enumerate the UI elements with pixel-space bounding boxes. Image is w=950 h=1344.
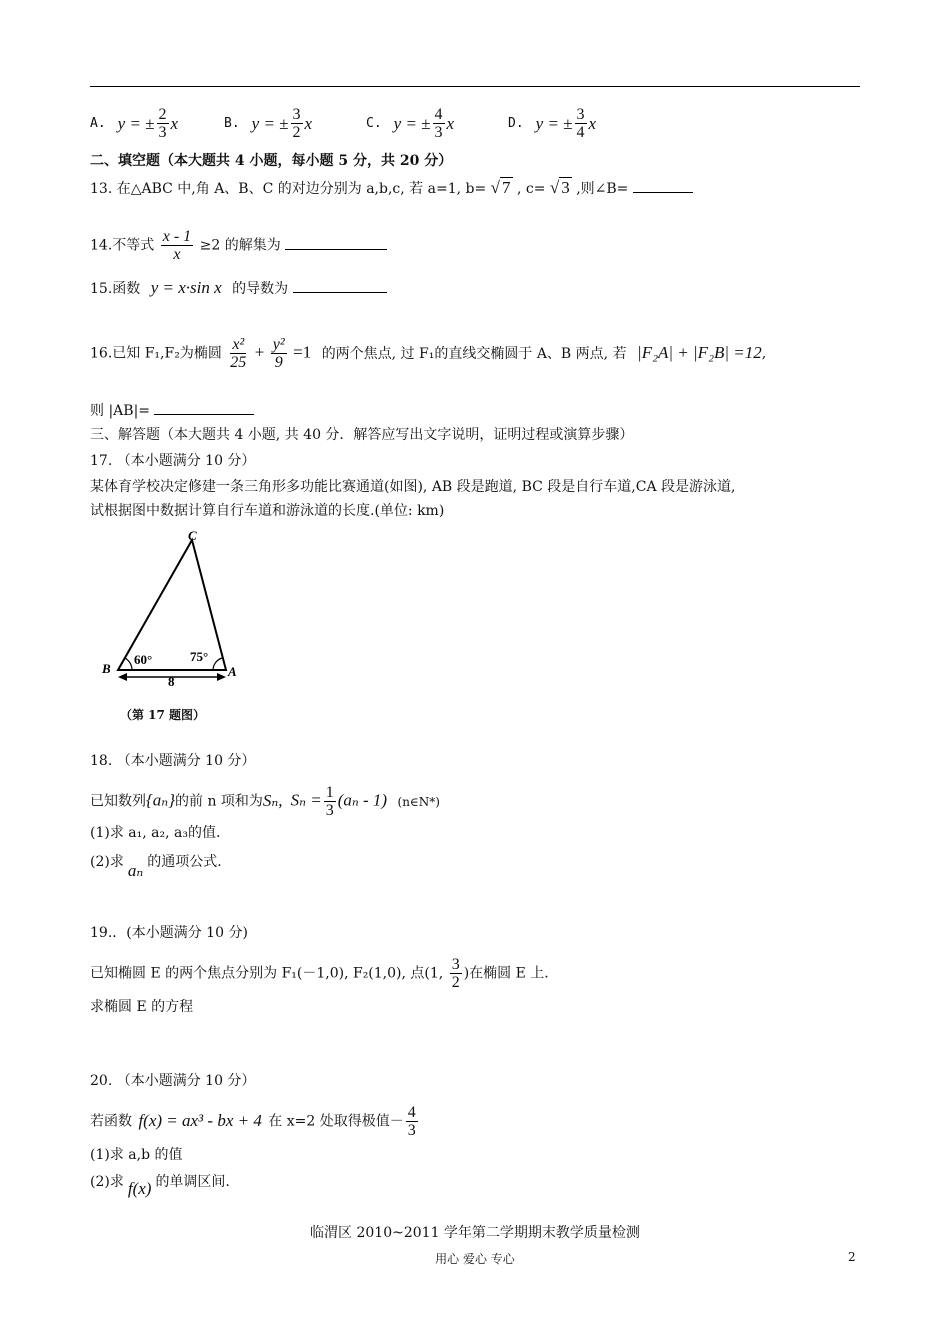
- q16-comma: ,: [761, 345, 767, 362]
- q20-part1: (1)求 a,b 的值: [90, 1147, 183, 1163]
- q17-line1: 某体育学校决定修建一条三角形多功能比赛通道(如图), AB 段是跑道, BC 段是自行车道,CA 段是游泳道,: [90, 479, 736, 495]
- footer-title: 临渭区 2010~2011 学年第二学期期末教学质量检测: [310, 1225, 640, 1241]
- q20-expr: f(x) = ax³ - bx + 4: [138, 1110, 262, 1130]
- option-var: x: [170, 113, 179, 133]
- angle-a-label: 75°: [190, 649, 209, 664]
- frac-num: 3: [292, 106, 301, 123]
- option-c: [366, 106, 454, 141]
- option-a: [90, 106, 178, 141]
- sqrt-c: √ 3: [549, 178, 570, 197]
- frac-den: 3: [158, 124, 167, 141]
- q16-fraction-y: [271, 336, 287, 371]
- q18-formula-lhs: Sₙ =: [290, 790, 322, 810]
- option-lhs: y = ±: [535, 113, 573, 133]
- q14-prefix: 14.不等式: [90, 237, 155, 254]
- frac-den: 9: [274, 354, 283, 371]
- question-13: [90, 178, 693, 198]
- header-rule: [90, 86, 860, 87]
- q15-tail: 的导数为: [232, 281, 289, 297]
- q16-condition: |F₂A| + |F₂B| =12: [637, 342, 762, 362]
- frac-den: 3: [325, 802, 334, 819]
- q13-tail: ,则∠B=: [576, 181, 629, 197]
- q13-c-text: , c=: [516, 181, 546, 197]
- q16-eq: =1: [293, 342, 312, 362]
- option-fraction: [157, 106, 169, 141]
- q19-fraction: [450, 956, 462, 991]
- q13-text: 13. 在△ABC 中,角 A、B、C 的对边分别为 a,b,c, 若 a=1, b=: [90, 181, 487, 197]
- option-label: D.: [508, 116, 524, 131]
- q18-header: 18. （本小题满分 10 分）: [90, 753, 256, 769]
- vertex-c-label: C: [188, 528, 197, 543]
- triangle-diagram: [100, 528, 250, 703]
- q16-mid: 的两个焦点, 过 F₁的直线交椭圆于 A、B 两点, 若: [321, 345, 627, 362]
- q16-fraction-x: [228, 336, 248, 371]
- q20-fraction: [406, 1104, 418, 1139]
- frac-den: 2: [451, 974, 460, 991]
- page-number: 2: [848, 1250, 856, 1264]
- q18-prefix: 已知数列: [90, 793, 146, 810]
- length-label: 8: [168, 674, 175, 689]
- q19-line1: [90, 956, 549, 991]
- question-16-line2: [90, 400, 254, 420]
- frac-num: y²: [272, 336, 285, 353]
- q19-header: 19.．(本小题满分 10 分): [90, 925, 248, 941]
- q16-line2-text: 则 |AB|=: [90, 403, 151, 419]
- footer-slogan: 用心 爱心 专心: [435, 1252, 515, 1266]
- frac-den: 25: [230, 354, 247, 371]
- angle-b-label: 60°: [134, 652, 153, 667]
- frac-num: 2: [158, 106, 167, 123]
- answer-blank[interactable]: [285, 235, 387, 250]
- q20-part2-tail: 的单调区间.: [155, 1174, 230, 1190]
- option-lhs: y = ±: [117, 113, 155, 133]
- frac-den: 3: [434, 124, 443, 141]
- option-var: x: [588, 113, 597, 133]
- frac-num: 4: [434, 106, 443, 123]
- question-15: [90, 278, 387, 298]
- arrow-right-head: [217, 673, 226, 681]
- q20-part2-expr: f(x): [127, 1179, 152, 1198]
- section-2-title: 二、填空题（本大题共 4 小题，每小题 5 分，共 20 分）: [90, 153, 453, 169]
- sqrt-c-radicand: 3: [561, 178, 570, 197]
- q19-tail: )在椭圆 E 上.: [463, 965, 549, 982]
- option-fraction: [291, 106, 303, 141]
- q18-formula-rhs: (aₙ - 1): [337, 790, 388, 810]
- q15-expr: y = x·sin x: [150, 278, 222, 297]
- frac-num: 3: [576, 106, 585, 123]
- q18-sn: Sₙ,: [262, 790, 283, 810]
- frac-den: 2: [292, 124, 301, 141]
- vertex-b-label: B: [102, 661, 111, 676]
- question-14: [90, 228, 387, 263]
- triangle-figure: [100, 528, 250, 703]
- sqrt-b: √ 7: [490, 178, 511, 197]
- option-var: x: [446, 113, 455, 133]
- q19-line2: 求椭圆 E 的方程: [90, 999, 194, 1015]
- option-label: B.: [224, 116, 240, 131]
- answer-blank[interactable]: [154, 400, 254, 415]
- q18-fraction: [324, 784, 336, 819]
- frac-den: 4: [576, 124, 585, 141]
- option-b: [224, 106, 312, 141]
- vertex-a-label: A: [228, 664, 237, 679]
- arrow-left-head: [118, 673, 127, 681]
- q18-line1: [90, 784, 440, 819]
- q20-part2: [90, 1172, 230, 1198]
- option-lhs: y = ±: [251, 113, 289, 133]
- frac-den: 3: [407, 1122, 416, 1139]
- option-label: C.: [366, 116, 382, 131]
- question-16: [90, 336, 766, 371]
- q17-header: 17. （本小题满分 10 分）: [90, 453, 256, 469]
- answer-blank[interactable]: [293, 278, 387, 293]
- frac-num: x - 1: [162, 228, 192, 245]
- angle-b-arc: [125, 658, 132, 670]
- option-label: A.: [90, 116, 106, 131]
- q14-fraction: [161, 228, 193, 263]
- option-var: x: [304, 113, 313, 133]
- q18-part2-prefix: (2)求: [90, 854, 124, 870]
- frac-num: x²: [232, 336, 245, 353]
- option-d: [508, 106, 596, 141]
- option-fraction: [575, 106, 587, 141]
- angle-a-arc: [213, 658, 222, 670]
- section-3-title: 三、解答题（本大题共 4 小题, 共 40 分．解答应写出文字说明，证明过程或演算步骤）: [90, 427, 634, 443]
- figure-caption: （第 17 题图）: [120, 708, 206, 722]
- q17-line2: 试根据图中数据计算自行车道和游泳道的长度.(单位: km): [90, 503, 445, 519]
- q20-line1: [90, 1104, 420, 1139]
- option-fraction: [433, 106, 445, 141]
- q18-part2-var: aₙ: [127, 861, 144, 880]
- answer-options: [90, 106, 650, 146]
- q16-plus: +: [254, 342, 265, 362]
- frac-num: 3: [451, 956, 460, 973]
- q16-prefix: 16.已知 F₁,F₂为椭圆: [90, 345, 222, 362]
- sqrt-b-radicand: 7: [502, 178, 511, 197]
- q20-mid: 在 x=2 处取得极值－: [268, 1113, 404, 1130]
- q20-header: 20. （本小题满分 10 分）: [90, 1073, 256, 1089]
- q15-prefix: 15.函数: [90, 281, 141, 297]
- q14-tail: ≥2 的解集为: [199, 237, 281, 254]
- answer-blank[interactable]: [633, 178, 693, 193]
- q18-seq: {aₙ}: [146, 790, 175, 810]
- frac-den: x: [173, 246, 181, 263]
- q18-part1: (1)求 a₁, a₂, a₃的值.: [90, 825, 221, 841]
- q19-prefix: 已知椭圆 E 的两个焦点分别为 F₁(－1,0), F₂(1,0), 点(1,: [90, 965, 444, 982]
- q20-part2-prefix: (2)求: [90, 1174, 124, 1190]
- option-lhs: y = ±: [393, 113, 431, 133]
- q18-part2: [90, 852, 222, 880]
- q20-prefix: 若函数: [90, 1113, 132, 1130]
- frac-num: 4: [407, 1104, 416, 1121]
- q18-mid: 的前 n 项和为: [175, 793, 263, 810]
- q18-condition: (n∈N*): [397, 794, 440, 809]
- q18-part2-tail: 的通项公式.: [147, 854, 222, 870]
- frac-num: 1: [325, 784, 334, 801]
- triangle-shape: [118, 540, 226, 670]
